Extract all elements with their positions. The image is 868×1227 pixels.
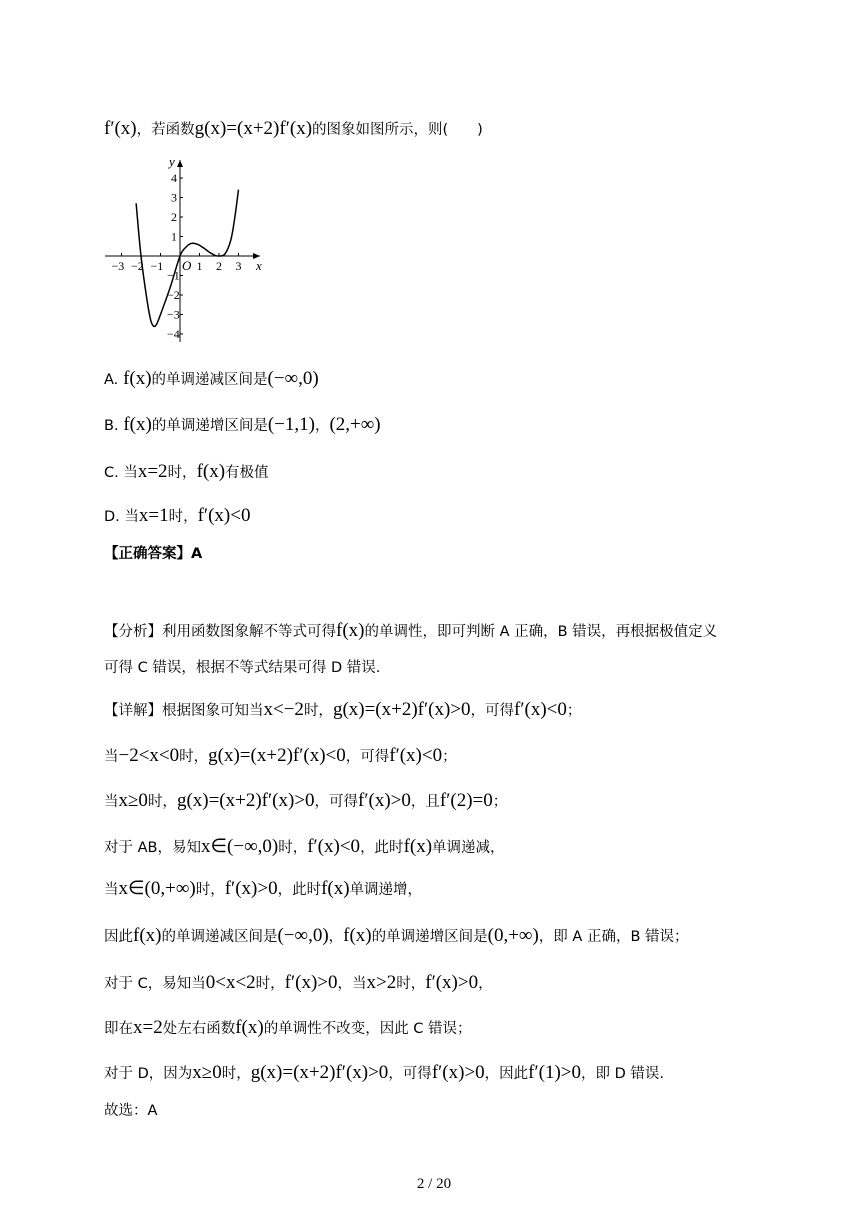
detail-text: ，即 D 错误. <box>581 1066 665 1082</box>
detail-text: 的单调性不改变，因此 C 错误； <box>263 1021 472 1037</box>
detail-math: f′(x)>0 <box>284 972 338 993</box>
detail-text: ，此时 <box>360 840 404 856</box>
graph-axes <box>105 154 262 342</box>
detail-math: f′(x)>0 <box>224 878 278 899</box>
y-tick-label: −3 <box>167 307 180 322</box>
y-axis-label: y <box>169 154 175 169</box>
detail-text: 时， <box>278 840 308 856</box>
option-a <box>104 368 319 391</box>
option-a-math: f(x) <box>123 368 152 389</box>
detail-math: f′(1)>0 <box>528 1062 582 1083</box>
analysis-line-1 <box>104 620 717 643</box>
detail-math: g(x)=(x+2)f′(x)>0 <box>250 1062 389 1083</box>
x-tick-label: −3 <box>111 259 125 273</box>
y-tick-label: 2 <box>171 210 177 224</box>
detail-line-8 <box>104 1017 472 1040</box>
x-axis-label: x <box>256 258 262 273</box>
detail-line-2 <box>104 745 457 768</box>
detail-text: 当 <box>104 749 119 765</box>
detail-math: −2<x<0 <box>118 745 180 766</box>
y-axis-arrow <box>177 160 183 167</box>
question-math-fprime: f′(x) <box>104 118 137 139</box>
detail-text: ，当 <box>337 976 367 992</box>
detail-text: 对于 C，易知当 <box>104 976 206 992</box>
detail-text: 当 <box>104 794 119 810</box>
option-c-text2: 有极值 <box>225 465 269 481</box>
detail-math: g(x)=(x+2)f′(x)<0 <box>208 745 346 766</box>
detail-text: 时， <box>221 1066 251 1082</box>
detail-math: g(x)=(x+2)f′(x)>0 <box>332 699 471 720</box>
option-b <box>104 414 381 437</box>
detail-text: 单调递增， <box>349 882 423 898</box>
detail-text: 因此 <box>104 929 133 945</box>
detail-math: f′(x)<0 <box>307 836 361 857</box>
option-a-math2: (−∞,0) <box>267 368 319 389</box>
y-tick-label: 1 <box>171 229 177 244</box>
detail-math: x≥0 <box>192 1062 222 1083</box>
detail-text: ； <box>442 749 457 765</box>
option-a-prefix: A. <box>104 372 119 388</box>
detail-text: 的单调递减区间是 <box>161 929 278 945</box>
detail-text: 当 <box>104 882 119 898</box>
detail-text: 时， <box>195 882 225 898</box>
detail-text: 时， <box>396 976 426 992</box>
detail-text: ，可得 <box>314 794 359 810</box>
detail-math: f′(2)=0 <box>439 790 493 811</box>
detail-math: f′(x)>0 <box>431 1062 485 1083</box>
question-math-g: g(x)=(x+2)f′(x) <box>194 118 313 139</box>
detail-text: ，可得 <box>345 749 390 765</box>
detail-math: x<−2 <box>263 699 304 720</box>
analysis-math: f(x) <box>336 620 365 641</box>
detail-text: 对于 AB，易知 <box>104 840 201 856</box>
detail-math: f(x) <box>343 925 372 946</box>
detail-math: x∈(0,+∞) <box>118 878 196 899</box>
option-c <box>104 461 269 484</box>
detail-math: 0<x<2 <box>205 972 256 993</box>
detail-math: f′(x)>0 <box>425 972 479 993</box>
detail-text: 单调递减， <box>432 840 505 856</box>
option-b-math: f(x) <box>123 414 152 435</box>
detail-text: 时， <box>255 976 285 992</box>
detail-text: ，因此 <box>484 1066 529 1082</box>
question-text-2: 的图象如图所示，则( ) <box>312 122 483 138</box>
detail-text: 时， <box>147 794 177 810</box>
detail-text: ，此时 <box>277 882 322 898</box>
option-b-text: 的单调递增区间是 <box>151 418 268 434</box>
question-text: ，若函数 <box>136 122 195 138</box>
question-stem <box>104 118 483 141</box>
detail-text: ，即 A 正确，B 错误； <box>538 929 689 945</box>
x-tick-label: −1 <box>150 259 164 273</box>
option-c-text: 时， <box>167 465 197 481</box>
option-d-math2: f′(x)<0 <box>197 505 251 526</box>
detail-math: f(x) <box>321 878 350 899</box>
function-graph <box>100 150 275 350</box>
option-c-math: x=2 <box>137 461 168 482</box>
x-tick-label: 3 <box>235 259 242 273</box>
page-number: 2 / 20 <box>416 1176 452 1192</box>
x-tick-label: −2 <box>131 259 144 273</box>
detail-text: ，可得 <box>470 703 515 719</box>
detail-text: 的单调递增区间是 <box>371 929 488 945</box>
detail-math: x=2 <box>133 1017 163 1038</box>
detail-text: ，且 <box>410 794 440 810</box>
detail-text: ，可得 <box>388 1066 432 1082</box>
detail-text: 即在 <box>104 1021 133 1037</box>
detail-text: 时， <box>303 703 333 719</box>
detail-math: f′(x)>0 <box>358 790 411 811</box>
detail-math: f(x) <box>133 925 162 946</box>
detail-line-5 <box>104 878 422 901</box>
option-d-text: 时， <box>168 509 198 525</box>
option-b-math2: (−1,1) <box>267 414 315 435</box>
y-tick-label: −4 <box>167 327 180 341</box>
option-d-prefix: D. 当 <box>104 509 139 525</box>
option-b-sep: ， <box>314 418 330 434</box>
x-tick-label: 2 <box>216 259 222 273</box>
origin-label: O <box>182 258 192 273</box>
final-choice: 故选：A <box>104 1103 158 1119</box>
detail-text: 对于 D，因为 <box>104 1066 193 1082</box>
option-c-prefix: C. 当 <box>104 465 138 481</box>
detail-math: f(x) <box>235 1017 264 1038</box>
detail-math: x∈(−∞,0) <box>200 836 279 857</box>
detail-text: 时， <box>179 749 209 765</box>
y-tick-label: −1 <box>167 268 180 283</box>
detail-line-6 <box>104 925 689 948</box>
option-d <box>104 505 250 528</box>
detail-text: 【详解】根据图象可知当 <box>104 703 264 719</box>
detail-line-3 <box>104 790 507 813</box>
analysis-text-a: 【分析】利用函数图象解不等式可得 <box>104 624 336 640</box>
y-tick-label: 3 <box>171 190 177 205</box>
detail-math: (0,+∞) <box>487 925 539 946</box>
detail-math: g(x)=(x+2)f′(x)>0 <box>176 790 315 811</box>
option-a-text: 的单调递减区间是 <box>151 372 268 388</box>
detail-math: x≥0 <box>118 790 148 811</box>
detail-line-7 <box>104 972 493 995</box>
y-tick-label: 4 <box>171 171 177 185</box>
analysis-text-b: 的单调性，即可判断 A 正确，B 错误，再根据极值定义 <box>364 624 718 640</box>
option-b-prefix: B. <box>104 418 119 434</box>
detail-math: f′(x)<0 <box>389 745 443 766</box>
detail-text: ， <box>328 929 344 945</box>
option-b-math3: (2,+∞) <box>329 414 381 435</box>
analysis-line-2: 可得 C 错误，根据不等式结果可得 D 错误. <box>104 660 381 676</box>
detail-line-1 <box>104 699 581 722</box>
y-tick-label: −2 <box>167 288 180 302</box>
detail-text: ； <box>492 794 508 810</box>
detail-math: f′(x)<0 <box>514 699 567 720</box>
detail-math: x>2 <box>366 972 397 993</box>
correct-answer: 【正确答案】A <box>104 546 203 562</box>
detail-math: (−∞,0) <box>277 925 329 946</box>
option-c-math2: f(x) <box>196 461 226 482</box>
option-d-math: x=1 <box>138 505 169 526</box>
detail-text: 处左右函数 <box>162 1021 236 1037</box>
detail-line-9 <box>104 1062 664 1085</box>
detail-text: ， <box>478 976 493 992</box>
detail-math: f(x) <box>403 836 433 857</box>
x-tick-label: 1 <box>196 259 203 273</box>
detail-text: ； <box>566 703 582 719</box>
detail-line-4 <box>104 836 505 859</box>
